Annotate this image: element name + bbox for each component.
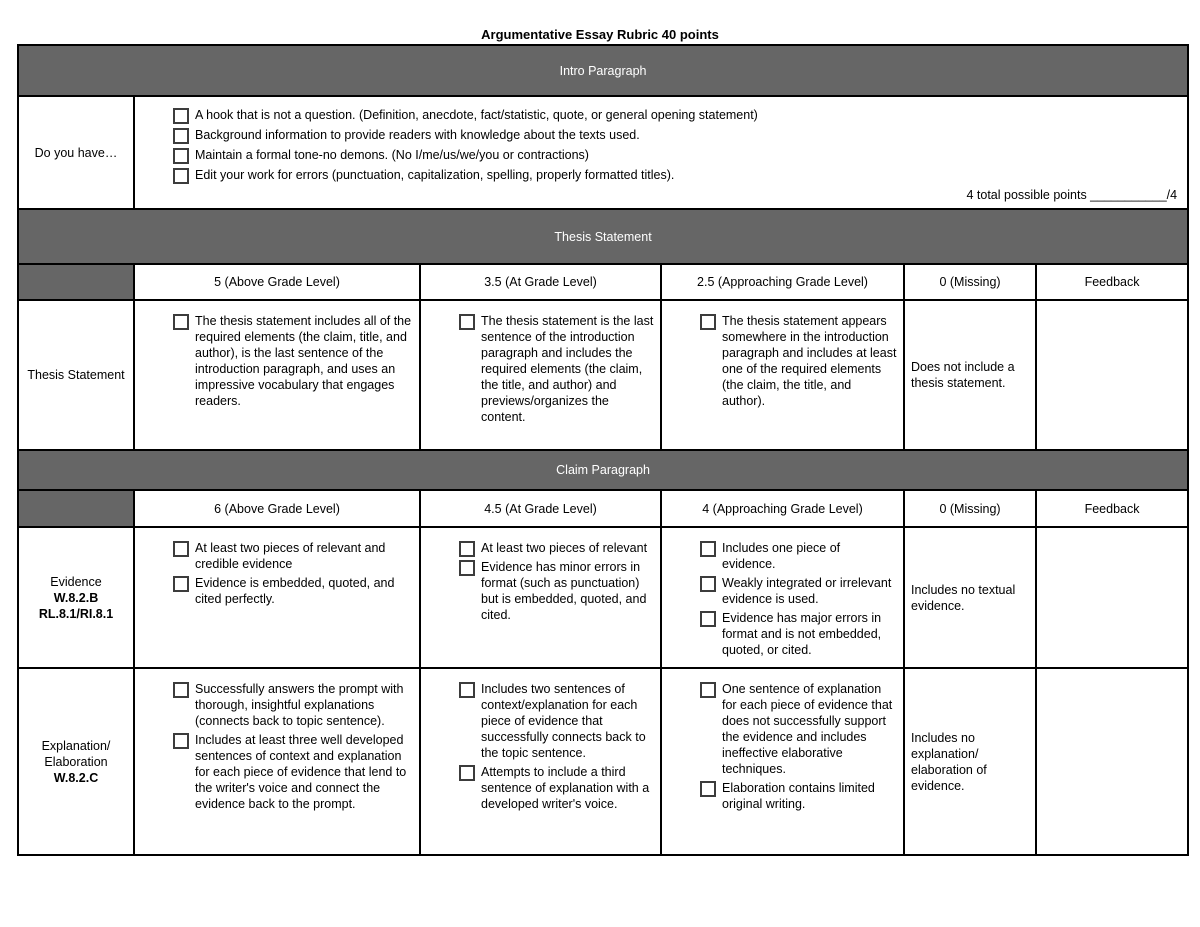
checkbox[interactable] xyxy=(459,682,475,698)
checkbox[interactable] xyxy=(700,576,716,592)
evidence-approaching-cell xyxy=(661,527,904,668)
thesis-row xyxy=(18,300,1188,450)
checklist-item-text: Background information to provide readers with knowledge about the texts used. xyxy=(195,128,640,142)
thesis-header-approaching: 2.5 (Approaching Grade Level) xyxy=(661,264,904,300)
checkbox[interactable] xyxy=(700,682,716,698)
evidence-row xyxy=(18,527,1188,668)
checkbox[interactable] xyxy=(459,560,475,576)
checkbox[interactable] xyxy=(700,314,716,330)
checklist-item-text: The thesis statement appears somewhere in the introduction paragraph and includes at least one of the required elements (the claim, the title, and author). xyxy=(722,314,897,408)
section-band-claim: Claim Paragraph xyxy=(18,450,1188,490)
row-label-thesis: Thesis Statement xyxy=(18,300,134,450)
checkbox[interactable] xyxy=(173,148,189,164)
explanation-label-2: Elaboration xyxy=(44,754,108,769)
explanation-row xyxy=(18,668,1188,855)
checkbox[interactable] xyxy=(173,168,189,184)
thesis-header-missing: 0 (Missing) xyxy=(904,264,1036,300)
checkbox[interactable] xyxy=(173,128,189,144)
claim-header-row xyxy=(18,490,1188,527)
thesis-feedback-cell xyxy=(1036,300,1188,450)
checklist-item xyxy=(698,610,897,658)
checklist-item xyxy=(457,764,654,812)
evidence-feedback-cell xyxy=(1036,527,1188,668)
checklist-item-text: Successfully answers the prompt with thorough, insightful explanations (connects back to topic sentence). xyxy=(195,682,404,728)
claim-header-missing: 0 (Missing) xyxy=(904,490,1036,527)
thesis-above-cell xyxy=(134,300,420,450)
checklist-item xyxy=(171,127,1187,143)
thesis-header-above: 5 (Above Grade Level) xyxy=(134,264,420,300)
checklist-item-text: Evidence has major errors in format and is not embedded, quoted, or cited. xyxy=(722,611,882,657)
claim-header-at: 4.5 (At Grade Level) xyxy=(420,490,661,527)
checklist-item xyxy=(698,780,897,812)
checklist-item xyxy=(457,681,654,761)
evidence-standard-2: RL.8.1/RI.8.1 xyxy=(38,606,114,621)
explanation-at-cell xyxy=(420,668,661,855)
checklist-item xyxy=(171,540,413,572)
thesis-header-row xyxy=(18,264,1188,300)
checkbox[interactable] xyxy=(700,611,716,627)
checkbox[interactable] xyxy=(700,781,716,797)
checkbox[interactable] xyxy=(173,682,189,698)
checkbox[interactable] xyxy=(173,541,189,557)
checklist-item-text: Weakly integrated or irrelevant evidence is used. xyxy=(722,576,892,606)
explanation-standard: W.8.2.C xyxy=(53,770,99,785)
checklist-item xyxy=(171,107,1187,123)
claim-header-approaching: 4 (Approaching Grade Level) xyxy=(661,490,904,527)
checklist-item xyxy=(457,540,654,556)
claim-header-above: 6 (Above Grade Level) xyxy=(134,490,420,527)
thesis-header-at: 3.5 (At Grade Level) xyxy=(420,264,661,300)
checklist-item-text: Elaboration contains limited original writing. xyxy=(722,781,875,811)
checklist-item-text: The thesis statement is the last sentence of the introduction paragraph and includes the required elements (the claim, the title, and author) and previews/organizes the content. xyxy=(481,314,654,424)
checklist-item-text: Includes two sentences of context/explanation for each piece of evidence that successfully connects back to the topic sentence. xyxy=(481,682,646,760)
evidence-at-cell xyxy=(420,527,661,668)
checklist-item xyxy=(698,575,897,607)
thesis-band-row xyxy=(18,209,1188,264)
intro-band-row xyxy=(18,45,1188,96)
checklist-item-text: Evidence has minor errors in format (such as punctuation) but is embedded, quoted, and cited. xyxy=(481,560,647,622)
checkbox[interactable] xyxy=(459,541,475,557)
checklist-item-text: Edit your work for errors (punctuation, capitalization, spelling, properly formatted titles). xyxy=(195,168,675,182)
evidence-above-cell xyxy=(134,527,420,668)
checklist-item xyxy=(457,559,654,623)
checklist-item xyxy=(171,313,413,409)
intro-checklist xyxy=(171,107,1187,183)
checklist-item xyxy=(171,681,413,729)
checkbox[interactable] xyxy=(700,541,716,557)
checklist-item-text: Attempts to include a third sentence of explanation with a developed writer's voice. xyxy=(481,765,650,811)
explanation-label-1: Explanation/ xyxy=(41,738,111,753)
checkbox[interactable] xyxy=(173,733,189,749)
checklist-item-text: One sentence of explanation for each piece of evidence that does not successfully support the evidence and includes ineffective elaborative techniques. xyxy=(722,682,893,776)
row-label-intro: Do you have… xyxy=(18,96,134,209)
checkbox[interactable] xyxy=(173,108,189,124)
checkbox[interactable] xyxy=(459,314,475,330)
row-label-explanation xyxy=(18,668,134,855)
checklist-item xyxy=(457,313,654,425)
header-blank-cell xyxy=(18,264,134,300)
explanation-above-cell xyxy=(134,668,420,855)
checklist-item xyxy=(171,147,1187,163)
checklist-item xyxy=(698,540,897,572)
explanation-feedback-cell xyxy=(1036,668,1188,855)
thesis-missing-cell: Does not include a thesis statement. xyxy=(904,300,1036,450)
claim-band-row xyxy=(18,450,1188,490)
thesis-at-cell xyxy=(420,300,661,450)
evidence-missing-cell: Includes no textual evidence. xyxy=(904,527,1036,668)
section-band-intro: Intro Paragraph xyxy=(18,45,1188,96)
intro-row xyxy=(18,96,1188,209)
checklist-item-text: At least two pieces of relevant and credible evidence xyxy=(195,541,386,571)
checklist-item-text: Maintain a formal tone-no demons. (No I/me/us/we/you or contractions) xyxy=(195,148,589,162)
checkbox[interactable] xyxy=(459,765,475,781)
checklist-item xyxy=(698,681,897,777)
claim-header-feedback: Feedback xyxy=(1036,490,1188,527)
intro-checklist-cell xyxy=(134,96,1188,209)
checklist-item xyxy=(171,575,413,607)
thesis-approaching-cell xyxy=(661,300,904,450)
evidence-standard-1: W.8.2.B xyxy=(53,590,99,605)
section-band-thesis: Thesis Statement xyxy=(18,209,1188,264)
explanation-missing-cell: Includes no explanation/ elaboration of evidence. xyxy=(904,668,1036,855)
checklist-item-text: Includes one piece of evidence. xyxy=(722,541,841,571)
row-label-evidence xyxy=(18,527,134,668)
header-blank-cell xyxy=(18,490,134,527)
intro-total-points: 4 total possible points ___________/4 xyxy=(966,188,1178,202)
thesis-header-feedback: Feedback xyxy=(1036,264,1188,300)
checklist-item xyxy=(698,313,897,409)
rubric-table xyxy=(17,44,1189,856)
checklist-item-text: Evidence is embedded, quoted, and cited perfectly. xyxy=(195,576,395,606)
checklist-item xyxy=(171,732,413,812)
checklist-item-text: A hook that is not a question. (Definition, anecdote, fact/statistic, quote, or general opening statement) xyxy=(195,108,758,122)
checkbox[interactable] xyxy=(173,314,189,330)
page-title: Argumentative Essay Rubric 40 points xyxy=(481,27,719,42)
checklist-item-text: The thesis statement includes all of the required elements (the claim, title, and author), is the last sentence of the introduction paragraph, and uses an impressive vocabulary that engages readers. xyxy=(195,314,412,408)
checklist-item xyxy=(171,167,1187,183)
checklist-item-text: Includes at least three well developed sentences of context and explanation for each piece of evidence that lend to the writer's voice and connect the evidence back to the prompt. xyxy=(195,733,407,811)
checklist-item-text: At least two pieces of relevant xyxy=(481,541,648,555)
checkbox[interactable] xyxy=(173,576,189,592)
evidence-label: Evidence xyxy=(50,574,102,589)
explanation-approaching-cell xyxy=(661,668,904,855)
